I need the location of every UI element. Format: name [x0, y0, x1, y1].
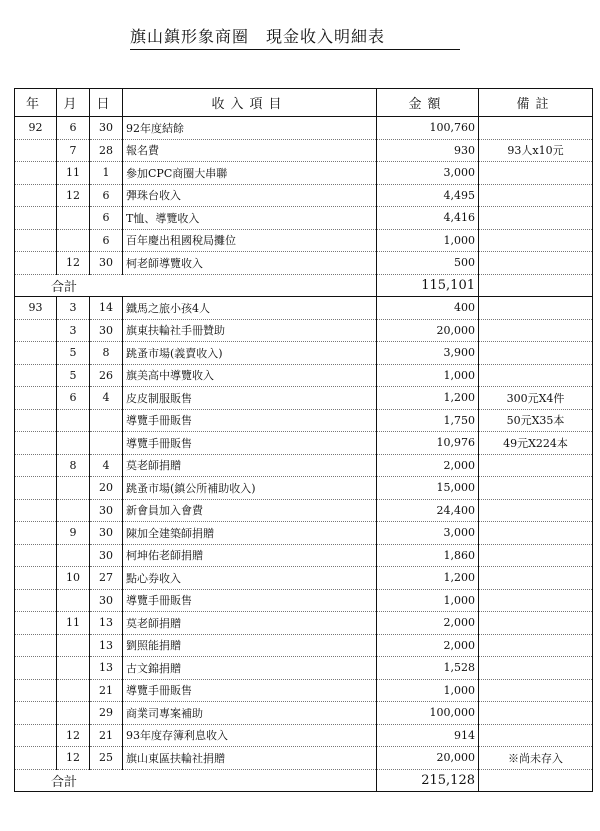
cell-month: 8	[57, 454, 90, 477]
cell-month	[57, 702, 90, 725]
cell-amount: 1,200	[377, 567, 479, 590]
cell-amount: 4,416	[377, 207, 479, 230]
cell-item: 柯坤佑老師捐贈	[123, 544, 377, 567]
table-row	[15, 117, 593, 140]
cell-year	[15, 747, 57, 770]
cell-year	[15, 364, 57, 387]
cell-month: 5	[57, 364, 90, 387]
cell-note	[479, 702, 593, 725]
cell-note	[479, 252, 593, 275]
cell-note	[479, 364, 593, 387]
cell-note	[479, 229, 593, 252]
cell-item: 跳蚤市場(義賣收入)	[123, 342, 377, 365]
cell-year	[15, 477, 57, 500]
cell-day	[90, 409, 123, 432]
cell-amount: 10,976	[377, 432, 479, 455]
cell-day: 8	[90, 342, 123, 365]
cell-day: 13	[90, 634, 123, 657]
cell-item: 點心券收入	[123, 567, 377, 590]
cell-item: 93年度存簿利息收入	[123, 724, 377, 747]
table-row	[15, 229, 593, 252]
cell-month	[57, 409, 90, 432]
table-row	[15, 207, 593, 230]
table-row	[15, 477, 593, 500]
header-amount: 金額	[377, 89, 479, 117]
table-row	[15, 342, 593, 365]
cell-year	[15, 724, 57, 747]
cell-note	[479, 679, 593, 702]
cell-year	[15, 252, 57, 275]
cell-note	[479, 567, 593, 590]
cell-note	[479, 612, 593, 635]
cell-day: 6	[90, 207, 123, 230]
cell-amount: 500	[377, 252, 479, 275]
cell-item: 92年度結餘	[123, 117, 377, 140]
cell-amount: 1,000	[377, 364, 479, 387]
table-row	[15, 162, 593, 185]
table-row	[15, 252, 593, 275]
cell-year	[15, 207, 57, 230]
table-row	[15, 702, 593, 725]
cell-month: 10	[57, 567, 90, 590]
cell-year	[15, 184, 57, 207]
header-item: 收入項目	[123, 89, 377, 117]
cell-year	[15, 342, 57, 365]
table-row	[15, 544, 593, 567]
cell-note: 50元X35本	[479, 409, 593, 432]
total-note	[479, 274, 593, 297]
table-row	[15, 454, 593, 477]
cell-item: 導覽手冊販售	[123, 432, 377, 455]
cell-note	[479, 724, 593, 747]
cell-item: 新會員加入會費	[123, 499, 377, 522]
cell-note	[479, 499, 593, 522]
table-row	[15, 657, 593, 680]
cell-month	[57, 229, 90, 252]
header-note: 備註	[479, 89, 593, 117]
total-label: 合計	[15, 769, 123, 792]
total-spacer	[123, 769, 377, 792]
cell-amount: 930	[377, 139, 479, 162]
cell-year	[15, 679, 57, 702]
total-amount: 115,101	[377, 274, 479, 297]
cell-note	[479, 319, 593, 342]
cell-note	[479, 477, 593, 500]
cell-year	[15, 319, 57, 342]
cell-amount: 3,000	[377, 522, 479, 545]
table-row	[15, 679, 593, 702]
cell-month: 12	[57, 184, 90, 207]
cell-year	[15, 567, 57, 590]
header-year: 年	[15, 89, 57, 117]
cell-note	[479, 522, 593, 545]
cell-note: 300元X4件	[479, 387, 593, 410]
cell-month	[57, 634, 90, 657]
cell-day: 1	[90, 162, 123, 185]
income-table	[14, 88, 593, 792]
table-row	[15, 634, 593, 657]
cell-month: 12	[57, 252, 90, 275]
cell-month: 9	[57, 522, 90, 545]
table-row	[15, 567, 593, 590]
table-row	[15, 387, 593, 410]
cell-day: 28	[90, 139, 123, 162]
cell-day: 30	[90, 117, 123, 140]
cell-year	[15, 589, 57, 612]
cell-month: 3	[57, 297, 90, 320]
cell-note	[479, 297, 593, 320]
total-row	[15, 274, 593, 297]
cell-day: 20	[90, 477, 123, 500]
table-row	[15, 364, 593, 387]
cell-note: ※尚未存入	[479, 747, 593, 770]
table-row	[15, 297, 593, 320]
cell-amount: 20,000	[377, 747, 479, 770]
cell-year: 93	[15, 297, 57, 320]
cell-item: 陳加全建築師捐贈	[123, 522, 377, 545]
cell-month	[57, 432, 90, 455]
cell-item: 彈珠台收入	[123, 184, 377, 207]
cell-item: 莫老師捐贈	[123, 454, 377, 477]
cell-amount: 1,200	[377, 387, 479, 410]
cell-year	[15, 612, 57, 635]
cell-year	[15, 229, 57, 252]
cell-day: 6	[90, 184, 123, 207]
cell-day: 27	[90, 567, 123, 590]
cell-day: 14	[90, 297, 123, 320]
cell-month	[57, 499, 90, 522]
table-row	[15, 319, 593, 342]
cell-amount: 24,400	[377, 499, 479, 522]
cell-note	[479, 162, 593, 185]
cell-day: 21	[90, 724, 123, 747]
table-row	[15, 589, 593, 612]
cell-day: 29	[90, 702, 123, 725]
cell-year	[15, 409, 57, 432]
total-label: 合計	[15, 274, 123, 297]
cell-note	[479, 544, 593, 567]
cell-amount: 20,000	[377, 319, 479, 342]
cell-item: 鐵馬之旅小孩4人	[123, 297, 377, 320]
cell-year: 92	[15, 117, 57, 140]
cell-month: 6	[57, 117, 90, 140]
cell-amount: 100,000	[377, 702, 479, 725]
cell-day: 4	[90, 387, 123, 410]
cell-year	[15, 657, 57, 680]
cell-month: 6	[57, 387, 90, 410]
cell-item: 旗美高中導覽收入	[123, 364, 377, 387]
cell-item: T恤、導覽收入	[123, 207, 377, 230]
cell-amount: 2,000	[377, 612, 479, 635]
cell-amount: 2,000	[377, 634, 479, 657]
total-spacer	[123, 274, 377, 297]
cell-day: 4	[90, 454, 123, 477]
cell-month: 11	[57, 612, 90, 635]
cell-amount: 4,495	[377, 184, 479, 207]
header-row	[15, 89, 593, 117]
cell-item: 百年慶出租國稅局攤位	[123, 229, 377, 252]
cell-item: 商業司專案補助	[123, 702, 377, 725]
cell-amount: 1,860	[377, 544, 479, 567]
cell-year	[15, 139, 57, 162]
cell-year	[15, 522, 57, 545]
cell-day: 25	[90, 747, 123, 770]
table-row	[15, 747, 593, 770]
cell-note	[479, 657, 593, 680]
cell-note	[479, 589, 593, 612]
cell-year	[15, 162, 57, 185]
cell-note	[479, 207, 593, 230]
cell-item: 報名費	[123, 139, 377, 162]
page-title: 旗山鎮形象商圈 現金收入明細表	[130, 24, 460, 50]
cell-month: 12	[57, 747, 90, 770]
cell-amount: 2,000	[377, 454, 479, 477]
cell-month: 5	[57, 342, 90, 365]
cell-day: 30	[90, 589, 123, 612]
cell-amount: 1,000	[377, 229, 479, 252]
table-row	[15, 432, 593, 455]
cell-day: 30	[90, 522, 123, 545]
cell-item: 古文錦捐贈	[123, 657, 377, 680]
table-row	[15, 184, 593, 207]
total-note	[479, 769, 593, 792]
cell-month: 7	[57, 139, 90, 162]
cell-day: 30	[90, 252, 123, 275]
cell-amount: 3,000	[377, 162, 479, 185]
cell-day: 6	[90, 229, 123, 252]
cell-note	[479, 454, 593, 477]
cell-item: 旗東扶輪社手冊贊助	[123, 319, 377, 342]
cell-item: 皮皮制服販售	[123, 387, 377, 410]
table-row	[15, 409, 593, 432]
cell-day: 26	[90, 364, 123, 387]
cell-month: 3	[57, 319, 90, 342]
cell-amount: 100,760	[377, 117, 479, 140]
cell-item: 旗山東區扶輪社捐贈	[123, 747, 377, 770]
cell-day: 30	[90, 319, 123, 342]
cell-note: 93人x10元	[479, 139, 593, 162]
cell-month	[57, 207, 90, 230]
table-row	[15, 139, 593, 162]
cell-item: 莫老師捐贈	[123, 612, 377, 635]
header-day: 日	[90, 89, 123, 117]
cell-month	[57, 589, 90, 612]
cell-note	[479, 184, 593, 207]
cell-note	[479, 117, 593, 140]
cell-day: 21	[90, 679, 123, 702]
total-row	[15, 769, 593, 792]
cell-note	[479, 634, 593, 657]
cell-day: 13	[90, 612, 123, 635]
table-row	[15, 612, 593, 635]
table-row	[15, 499, 593, 522]
cell-amount: 15,000	[377, 477, 479, 500]
cell-item: 柯老師導覽收入	[123, 252, 377, 275]
cell-amount: 3,900	[377, 342, 479, 365]
cell-item: 導覽手冊販售	[123, 409, 377, 432]
cell-item: 跳蚤市場(鎮公所補助收入)	[123, 477, 377, 500]
cell-item: 導覽手冊販售	[123, 589, 377, 612]
cell-amount: 1,528	[377, 657, 479, 680]
cell-item: 導覽手冊販售	[123, 679, 377, 702]
cell-month	[57, 477, 90, 500]
cell-amount: 1,000	[377, 679, 479, 702]
cell-month: 12	[57, 724, 90, 747]
cell-day: 30	[90, 544, 123, 567]
cell-month	[57, 544, 90, 567]
cell-year	[15, 499, 57, 522]
cell-day	[90, 432, 123, 455]
cell-amount: 400	[377, 297, 479, 320]
cell-item: 參加CPC商圈大串聯	[123, 162, 377, 185]
cell-year	[15, 702, 57, 725]
cell-item: 劉照能捐贈	[123, 634, 377, 657]
cell-amount: 1,750	[377, 409, 479, 432]
cell-month	[57, 679, 90, 702]
cell-year	[15, 432, 57, 455]
table-row	[15, 724, 593, 747]
cell-year	[15, 634, 57, 657]
cell-year	[15, 454, 57, 477]
cell-year	[15, 544, 57, 567]
table-row	[15, 522, 593, 545]
cell-day: 13	[90, 657, 123, 680]
cell-month	[57, 657, 90, 680]
cell-note: 49元X224本	[479, 432, 593, 455]
cell-amount: 1,000	[377, 589, 479, 612]
cell-month: 11	[57, 162, 90, 185]
cell-amount: 914	[377, 724, 479, 747]
cell-day: 30	[90, 499, 123, 522]
header-month: 月	[57, 89, 90, 117]
cell-note	[479, 342, 593, 365]
total-amount: 215,128	[377, 769, 479, 792]
cell-year	[15, 387, 57, 410]
